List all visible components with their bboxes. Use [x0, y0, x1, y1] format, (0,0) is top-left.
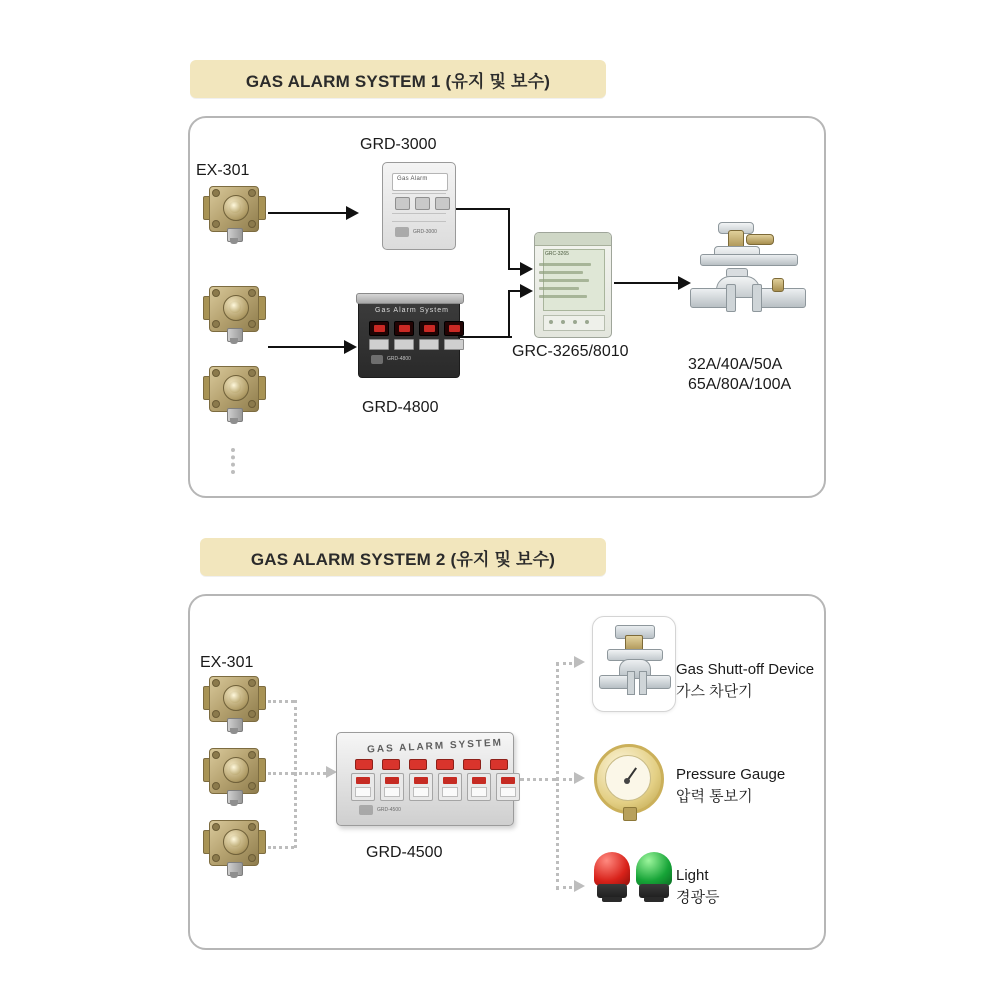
- dot-panel-out: [520, 778, 556, 781]
- arrow-grc-to-valve: [614, 282, 680, 284]
- arrow-head-4: [520, 284, 533, 298]
- grd4500-model-text: GRD-4500: [377, 807, 401, 813]
- dot-sensor-a-out: [268, 700, 294, 703]
- output-label-en-0: Gas Shutt-off Device: [676, 661, 815, 678]
- dot-sensor-c-out: [268, 846, 294, 849]
- device-ex301-s2-a: [203, 672, 265, 734]
- arrow-sensor-b-to-grd4800: [268, 346, 346, 348]
- device-ex301-s2-b: [203, 744, 265, 806]
- label-grc-3265: GRC-3265/8010: [512, 343, 629, 360]
- label-ex301-s2: EX-301: [200, 654, 254, 671]
- output-label-en-1: Pressure Gauge: [676, 766, 786, 783]
- output-label-ko-1: 압력 통보기: [676, 788, 753, 805]
- line-grd3000-drop: [508, 208, 510, 270]
- arrow-head-5: [678, 276, 691, 290]
- label-grd3000: GRD-3000: [360, 136, 437, 153]
- label-grd4800: GRD-4800: [362, 399, 439, 416]
- label-valve-sizes-1: 32A/40A/50A: [688, 356, 783, 373]
- sensor-continuation-dots-s1: [231, 448, 235, 474]
- grc-tag-text: GRC-3265: [545, 251, 569, 257]
- grd3000-brand-text: Gas Alarm: [397, 176, 428, 182]
- label-ex301-s1: EX-301: [196, 162, 250, 179]
- label-grd4500: GRD-4500: [366, 844, 443, 861]
- arrow-sensor-a-to-grd3000: [268, 212, 348, 214]
- device-ex301-s1-c: [203, 362, 265, 424]
- device-ex301-s1-a: [203, 182, 265, 244]
- device-warning-light-green: [634, 852, 674, 904]
- arrow-head-1: [346, 206, 359, 220]
- arrow-head-2: [344, 340, 357, 354]
- device-warning-light-red: [592, 852, 632, 904]
- output-label-en-2: Light: [676, 867, 709, 884]
- device-grd4800: [358, 298, 460, 378]
- dot-head-gauge: [574, 772, 585, 784]
- device-ex301-s1-b: [203, 282, 265, 344]
- output-label-ko-2: 경광등: [676, 889, 720, 906]
- grd3000-model-text: GRD-3000: [413, 229, 437, 235]
- dot-sensor-b-out: [268, 772, 294, 775]
- device-grc3265: [534, 232, 612, 338]
- line-grd3000-out: [456, 208, 510, 210]
- line-grd4800-out: [458, 336, 512, 338]
- arrow-head-3: [520, 262, 533, 276]
- line-grd4800-rise: [508, 290, 510, 338]
- device-grd3000: [382, 162, 456, 250]
- dot-output-bus: [556, 662, 559, 890]
- device-gas-valve-assembly: [690, 222, 808, 322]
- section-title-system-2: GAS ALARM SYSTEM 2 (유지 및 보수): [200, 538, 606, 576]
- device-pressure-gauge: [594, 744, 664, 814]
- label-valve-sizes-2: 65A/80A/100A: [688, 376, 792, 393]
- thumb-shutoff-device: [592, 616, 676, 712]
- grd4800-brand-text: Gas Alarm System: [375, 307, 449, 314]
- device-ex301-s2-c: [203, 816, 265, 878]
- dot-head-shutoff: [574, 656, 585, 668]
- output-label-ko-0: 가스 차단기: [676, 683, 753, 700]
- grd4800-model-text: GRD-4800: [387, 356, 411, 362]
- dot-head-light: [574, 880, 585, 892]
- device-grd4500: [336, 732, 514, 826]
- grd4500-brand-text: GAS ALARM SYSTEM: [366, 737, 504, 756]
- section-title-system-1: GAS ALARM SYSTEM 1 (유지 및 보수): [190, 60, 606, 98]
